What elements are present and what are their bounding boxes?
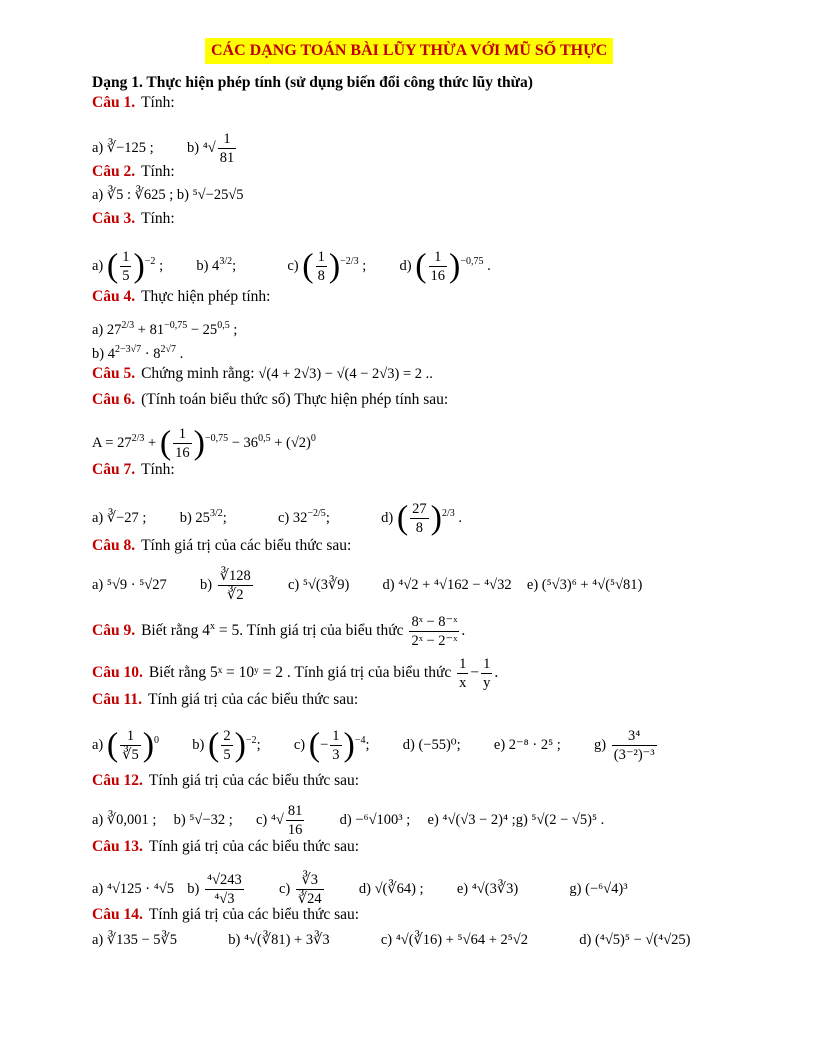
q9-fraction: $\frac{\text{8ˣ − 8⁻ˣ}}{\text{2ˣ − 2⁻ˣ}}$ (411, 614, 458, 649)
q11-header: Câu 11. Tính giá trị của các biểu thức sau: (92, 691, 359, 708)
q8-items: a) ⁵√9 · ⁵√27 b) $\frac{∛128}{∛2}$ c) ⁵√(3∛9) d) ⁴√2 + ⁴√162 − ⁴√32 e) (⁵√3)⁶ + ⁴√(⁵√81) (92, 568, 643, 603)
q14-label: Câu 14. (92, 906, 143, 923)
q4-label: Câu 4. (92, 288, 136, 305)
q13-b-fraction: $\frac{\text{⁴√243}}{\text{⁴√3}}$ (206, 872, 242, 907)
q3-text: Tính: (141, 210, 175, 227)
q1-b-root: ⁴√ (202, 139, 216, 156)
q11-c-fraction: $\frac{1}{3}$ (332, 728, 340, 763)
q3-d-fraction: $\frac{1}{16}$ (430, 249, 446, 284)
q4-header (92, 287, 270, 307)
q5-expression: √(4 + 2√3) − √(4 − 2√3) = 2 .. (258, 366, 433, 382)
q3-items: a) ( $\frac{1}{5}$ )$^{-2}$ ; b) $4^{3/2}$; c) ( $\frac{1}{8}$ )$^{-2/3}$ ; d) ( $\frac{1}{16}$ )$^{-0,75}$ . (92, 247, 491, 285)
q13-c-fraction: $\frac{∛3}{∛24}$ (297, 872, 322, 907)
q11-label: Câu 11. (92, 691, 142, 708)
q8-header: Câu 8. Tính giá trị của các biểu thức sau: (92, 537, 352, 554)
q13-label: Câu 13. (92, 838, 143, 855)
q8-label: Câu 8. (92, 537, 136, 554)
q3-label: Câu 3. (92, 210, 136, 227)
q1-text: Tính: (141, 94, 175, 111)
q14-header: Câu 14. Tính giá trị của các biểu thức sau: (92, 906, 360, 923)
q2-text: Tính: (141, 163, 175, 180)
q2-header (92, 162, 175, 182)
q12-label: Câu 12. (92, 772, 143, 789)
q4-text: Thực hiện phép tính: (141, 288, 271, 305)
q11-items: a) ( $\frac{1}{∛5}$ )$^0$ b) ( $\frac{2}{5}$ )$^{-2}$; c) (− $\frac{1}{3}$ )$^{-4}$; d) (−55)⁰; e) 2⁻⁸ · 2⁵ ; g) $\frac{\text{3⁴}}{\text{(3⁻²)⁻³}}$ (92, 726, 655, 764)
q10-line: Câu 10. Biết rằng 5ˣ = 10ʸ = 2 . Tính giá trị của biểu thức $\frac{1}{x}$ − $\frac{1}{y}$ . (92, 656, 499, 691)
q1-header (92, 93, 175, 113)
q12-c-fraction: $\frac{81}{16}$ (287, 803, 303, 838)
q11-b-fraction: $\frac{2}{5}$ (223, 728, 231, 763)
q1-b-fraction: $\frac{1}{81}$ (219, 131, 235, 166)
q3-c-fraction: $\frac{1}{8}$ (317, 249, 325, 284)
q9-line: Câu 9. Biết rằng $4^x = 5$. Tính giá trị của biểu thức $\frac{\text{8ˣ − 8⁻ˣ}}{\text{2ˣ − 2⁻ˣ}}$ . (92, 614, 466, 649)
q7-header: Câu 7. Tính: (92, 461, 175, 478)
q7-items: a) ∛−27 ; b) $25^{3/2}$; c) $32^{-2/5}$; d) ( $\frac{27}{8}$ )$^{2/3}$ . (92, 499, 462, 537)
q11-a-fraction: $\frac{1}{∛5}$ (122, 728, 139, 763)
q4-b: b) $4^{2-3√7} \cdot 8^{2√7}$ . (92, 344, 184, 362)
q10-label: Câu 10. (92, 664, 143, 682)
q12-header: Câu 12. Tính giá trị của các biểu thức sau: (92, 772, 360, 789)
q8-b-fraction: $\frac{∛128}{∛2}$ (219, 568, 251, 603)
q7-label: Câu 7. (92, 461, 136, 478)
q13-items: a) ⁴√125 · ⁴√5 b) $\frac{\text{⁴√243}}{\text{⁴√3}}$ c) $\frac{∛3}{∛24}$ d) √(∛64) ; e) ⁴√(3∛3) g) (−⁶√4)³ (92, 872, 628, 907)
q2-items: a) ∛5 : ∛625 ; b) ⁵√−25√5 (92, 187, 244, 203)
q7-d-fraction: $\frac{27}{8}$ (412, 501, 427, 536)
section-heading: Dạng 1. Thực hiện phép tính (sử dụng biến đổi công thức lũy thừa) (92, 74, 533, 91)
q1-b: b) (186, 139, 200, 156)
q9-label: Câu 9. (92, 622, 136, 640)
q6-label: Câu 6. (92, 391, 136, 408)
q6-header: Câu 6. (Tính toán biểu thức số) Thực hiện phép tính sau: (92, 391, 449, 408)
q10-fraction-2: $\frac{1}{y}$ (483, 656, 491, 691)
q4-a: a) $27^{2/3} + 81^{-0,75} - 25^{0,5}$ ; (92, 320, 238, 338)
q5-label: Câu 5. (92, 365, 136, 382)
q1-a: a) ∛−125 ; (92, 139, 154, 156)
q6-expression: $A = 27^{2/3}$ + ( $\frac{1}{16}$ )$^{-0,75} - 36^{0,5} + (√2)^0$ (92, 424, 316, 462)
q13-header: Câu 13. Tính giá trị của các biểu thức sau: (92, 838, 360, 855)
q1-label: Câu 1. (92, 94, 136, 111)
q5-line: Câu 5. Chứng minh rằng: √(4 + 2√3) − √(4 − 2√3) = 2 .. (92, 365, 433, 382)
q3-a-fraction: $\frac{1}{5}$ (122, 249, 130, 284)
q10-fraction-1: $\frac{1}{x}$ (459, 656, 467, 691)
q2-label: Câu 2. (92, 163, 136, 180)
q11-g-fraction: $\frac{\text{3⁴}}{\text{(3⁻²)⁻³}}$ (613, 728, 655, 763)
document-title: CÁC DẠNG TOÁN BÀI LŨY THỪA VỚI MŨ SỐ THỰC (205, 38, 613, 64)
q12-items: a) ∛0,001 ; b) ⁵√−32 ; c) ⁴√ $\frac{81}{16}$ d) −⁶√100³ ; e) ⁴√(√3 − 2)⁴ ;g) ⁵√(2 − √5)⁵ . (92, 803, 605, 838)
q3-header (92, 209, 175, 229)
q14-items: a) ∛135 − 5∛5 b) ⁴√(∛81) + 3∛3 c) ⁴√(∛16) + ⁵√64 + 2⁵√2 d) (⁴√5)⁵ − √(⁴√25) (92, 932, 691, 948)
q6-fraction: $\frac{1}{16}$ (175, 426, 190, 461)
